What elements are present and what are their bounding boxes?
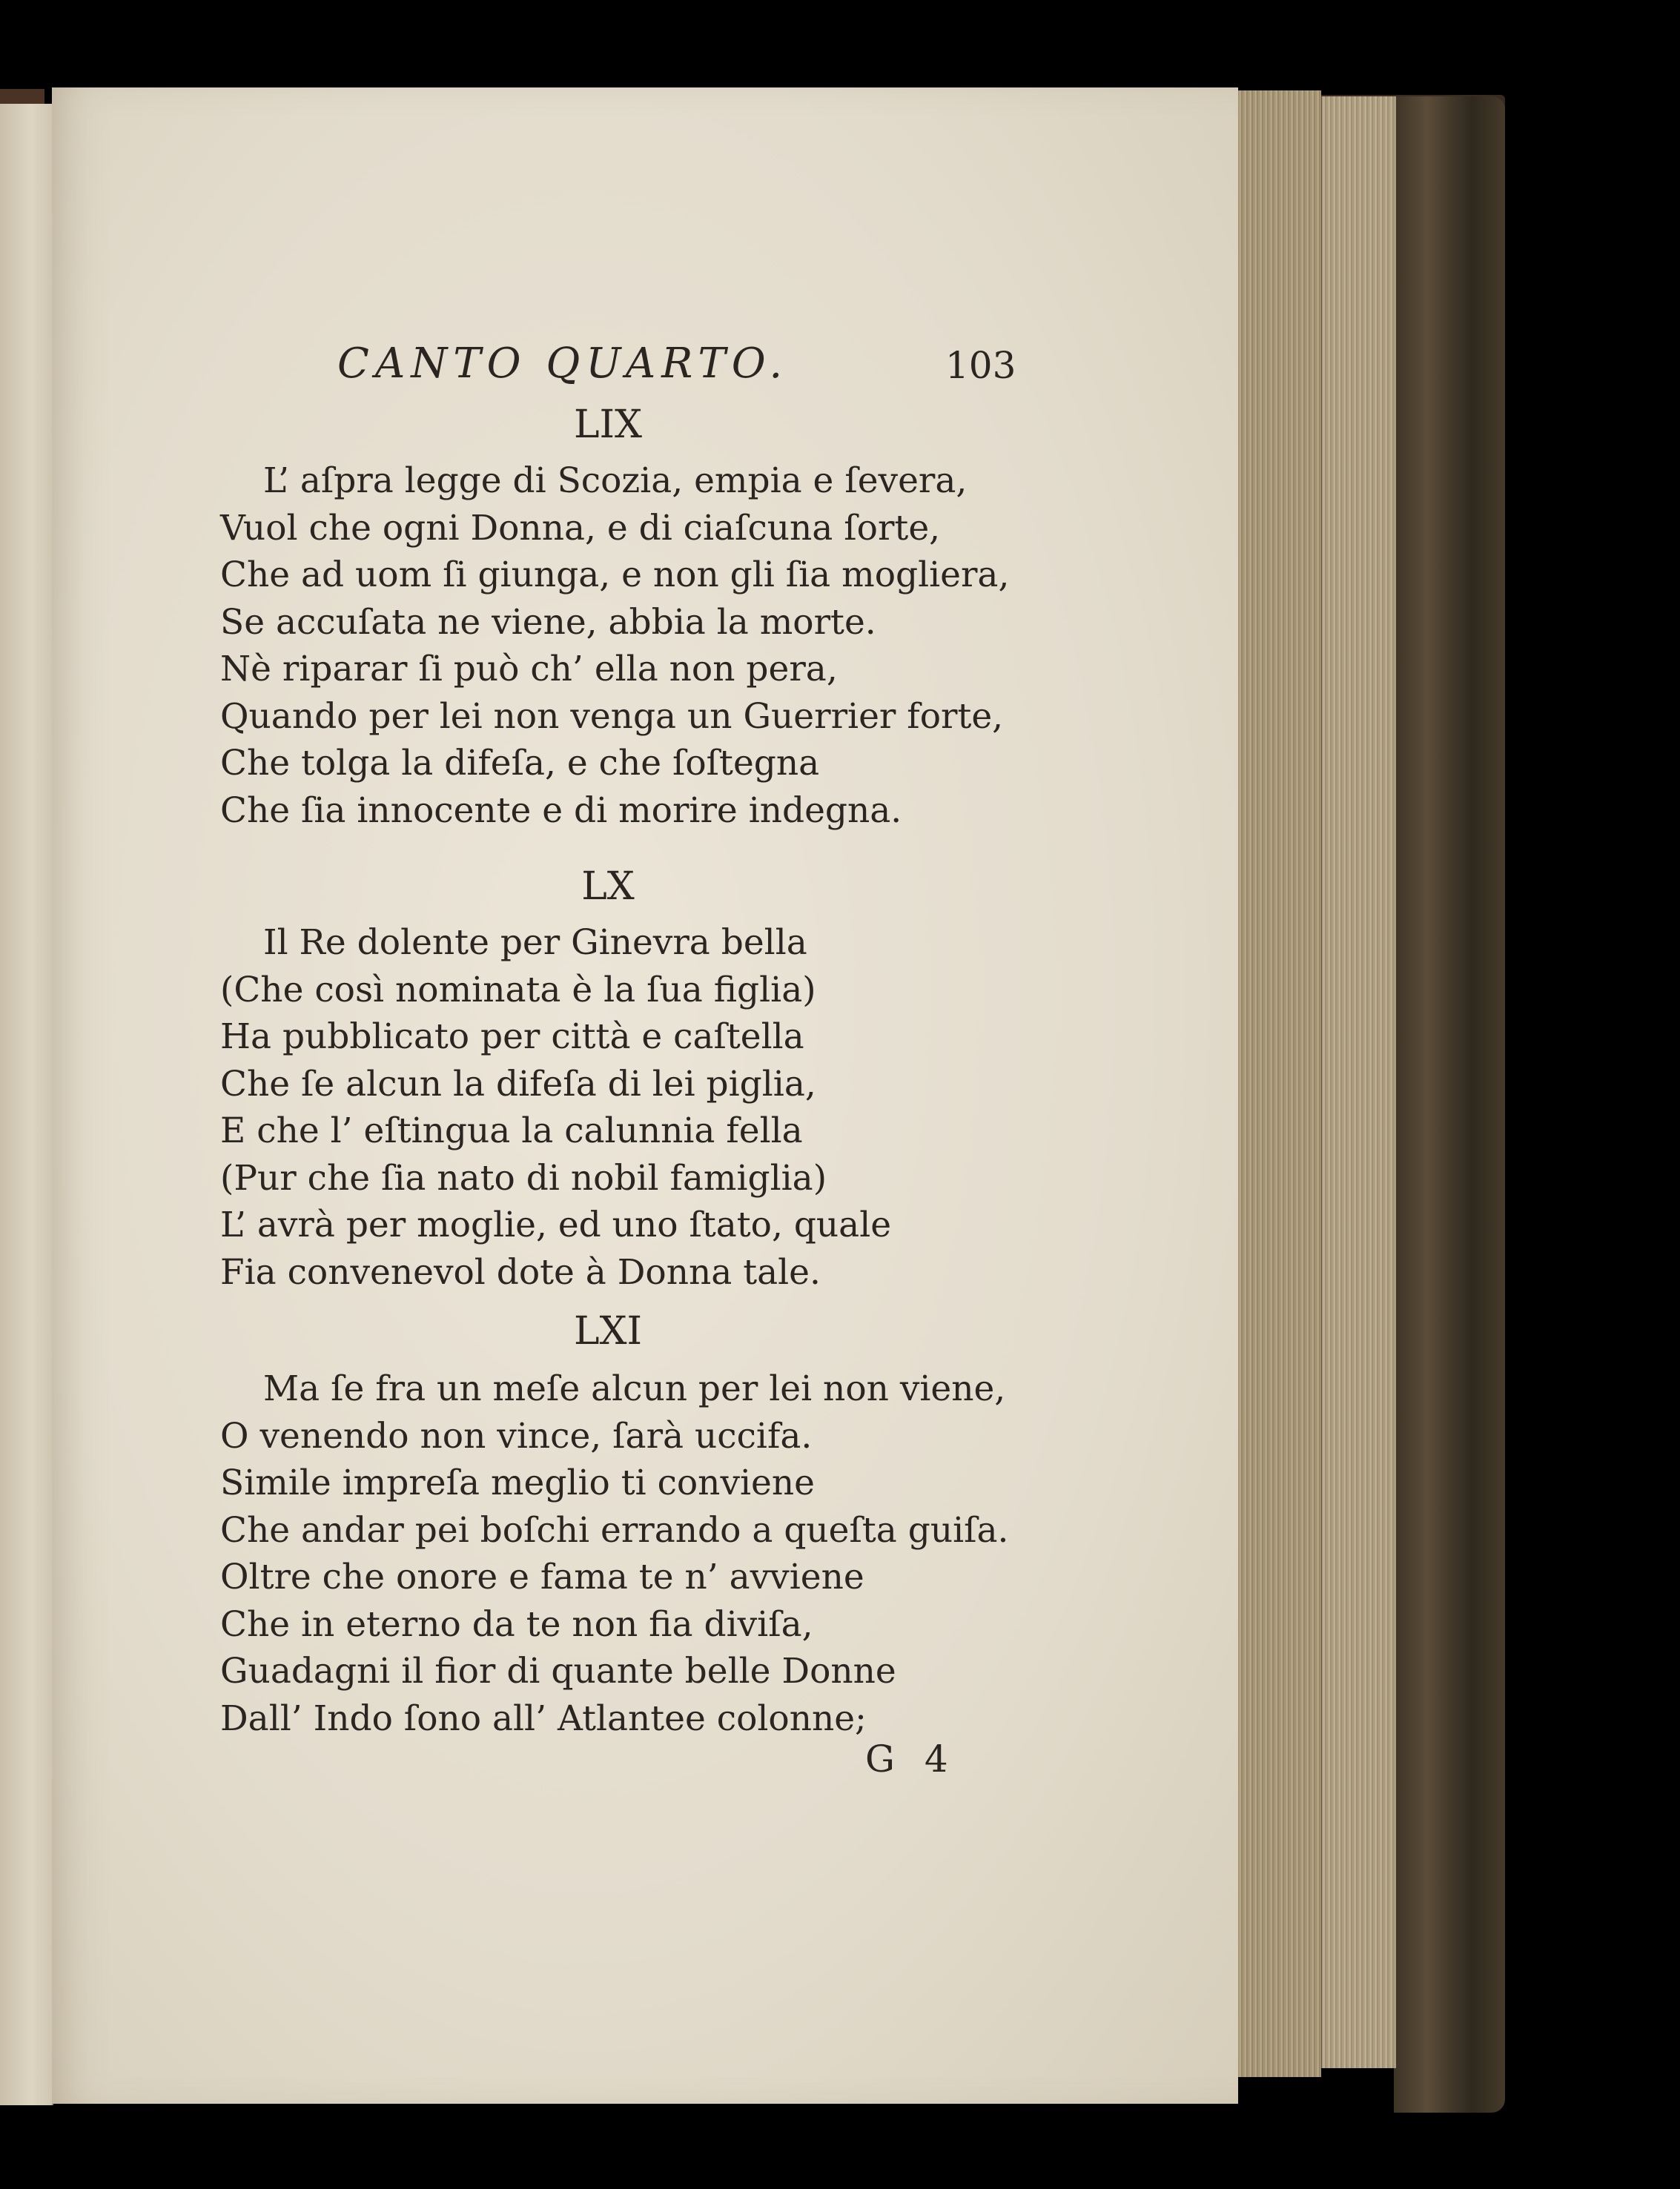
verse-line: Che in eterno da te non fia diviſa, [220, 1603, 813, 1645]
verse-line: Se accuſata ne viene, abbia la morte. [220, 601, 876, 643]
verse-line: Vuol che ogni Donna, e di ciaſcuna ſorte, [220, 507, 941, 549]
stanza-number: LX [581, 864, 635, 909]
running-head [52, 340, 1238, 406]
running-title: CANTO QUARTO. [337, 340, 789, 388]
verse-line: Dall’ Indo ſono all’ Atlantee colonne; [220, 1698, 867, 1739]
verse-line: Fia convenevol dote à Donna tale. [220, 1251, 821, 1293]
verse-line: L’ avrà per moglie, ed uno ſtato, quale [220, 1205, 892, 1245]
signature-mark: G 4 [865, 1738, 957, 1781]
verse-line: (Che così nominata è la ſua figlia) [220, 969, 816, 1010]
verse-line: (Pur che ſia nato di nobil famiglia) [220, 1157, 827, 1199]
verse-line: Quando per lei non venga un Guerrier forte, [220, 695, 1004, 737]
book-page [52, 87, 1238, 2104]
verse-line: L’ aſpra legge di Scozia, empia e ſevera, [263, 460, 968, 501]
page-edges-outer [1320, 96, 1396, 2068]
stanza-number: LXI [573, 1309, 643, 1354]
verse-line: E che l’ eſtingua la calunnia fella [220, 1110, 803, 1151]
verse-line: Che ſe alcun la difeſa di lei piglia, [220, 1063, 816, 1105]
verse-line: Che ſia innocente e di morire indegna. [220, 789, 902, 831]
book-back-cover [1394, 96, 1505, 2113]
stanza-lx [220, 919, 1147, 1296]
verse-line: Simile impreſa meglio ti conviene [220, 1463, 815, 1503]
verse-line: Che andar pei boſchi errando a queſta guiſa. [220, 1509, 1009, 1551]
verse-line: Oltre che onore e fama te n’ avviene [220, 1557, 864, 1597]
stanza-number: LIX [573, 403, 643, 447]
verse-line: Che tolga la difeſa, e che ſoſtegna [220, 743, 820, 784]
page-number: 103 [945, 344, 1016, 387]
verse-line: O venendo non vince, ſarà uccifa. [220, 1415, 813, 1457]
verse-line: Guadagni il fior di quante belle Donne [220, 1651, 896, 1692]
stanza-lix [220, 457, 1147, 834]
stanza-lxi [220, 1365, 1147, 1742]
verse-line: Ha pubblicato per città e caſtella [220, 1016, 804, 1057]
page-edges-inner [1237, 90, 1321, 2077]
left-facing-page [0, 104, 53, 2105]
verse-line: Il Re dolente per Ginevra bella [263, 922, 807, 963]
verse-line: Nè riparar ſi può ch’ ella non pera, [220, 649, 838, 689]
verse-line: Che ad uom ſi giunga, e non gli ſia mogliera, [220, 554, 1010, 595]
verse-line: Ma ſe fra un meſe alcun per lei non viene, [263, 1368, 1006, 1409]
